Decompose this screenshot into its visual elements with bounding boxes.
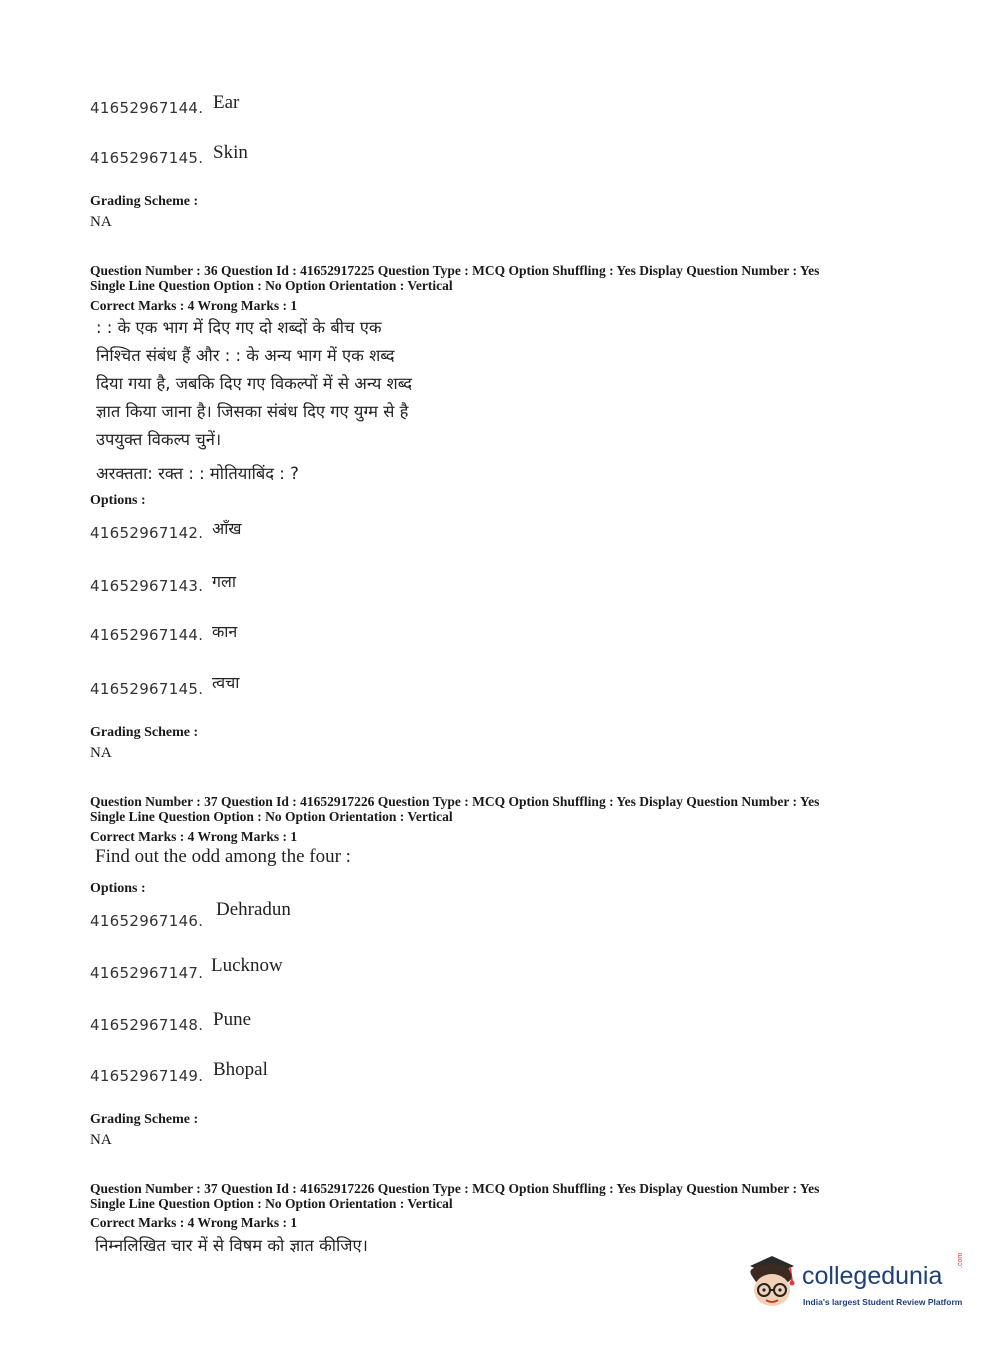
grading-value: NA bbox=[90, 1132, 112, 1148]
question-meta-2: Single Line Question Option : No Option Orientation : Vertical bbox=[90, 1196, 453, 1211]
options-label: Options : bbox=[90, 493, 146, 508]
question-stem: निम्नलिखित चार में से विषम को ज्ञात कीजिए। bbox=[95, 1236, 368, 1255]
grading-label: Grading Scheme : bbox=[90, 194, 199, 209]
collegedunia-logo bbox=[742, 1250, 970, 1312]
option-id: 41652967144. bbox=[90, 626, 204, 644]
question-marks: Correct Marks : 4 Wrong Marks : 1 bbox=[90, 298, 298, 313]
mascot-icon bbox=[742, 1252, 802, 1312]
question-stem bbox=[96, 314, 412, 454]
option-text: त्वचा bbox=[212, 673, 240, 692]
stem-question: अरक्तता: रक्त : : मोतियाबिंद : ? bbox=[96, 464, 299, 483]
option-id: 41652967147. bbox=[90, 964, 204, 982]
option-text: आँख bbox=[212, 519, 242, 538]
grading-value: NA bbox=[90, 745, 112, 761]
question-marks: Correct Marks : 4 Wrong Marks : 1 bbox=[90, 1215, 298, 1230]
stem-line: ज्ञात किया जाना है। जिसका संबंध दिए गए युग्म से है bbox=[96, 402, 409, 421]
stem-line: निश्चित संबंध हैं और : : के अन्य भाग में एक शब्द bbox=[96, 346, 395, 365]
option-id: 41652967144. bbox=[90, 99, 204, 117]
option-text: Skin bbox=[213, 142, 248, 163]
stem-line: दिया गया है, जबकि दिए गए विकल्पों में से अन्य शब्द bbox=[96, 374, 413, 393]
question-meta-2: Single Line Question Option : No Option Orientation : Vertical bbox=[90, 278, 453, 293]
option-id: 41652967142. bbox=[90, 524, 204, 542]
option-text: गला bbox=[212, 572, 237, 591]
option-text: Dehradun bbox=[216, 899, 291, 920]
question-stem: Find out the odd among the four : bbox=[95, 846, 351, 867]
question-marks: Correct Marks : 4 Wrong Marks : 1 bbox=[90, 829, 298, 844]
option-id: 41652967149. bbox=[90, 1067, 204, 1085]
option-text: Lucknow bbox=[211, 955, 283, 976]
option-id: 41652967145. bbox=[90, 680, 204, 698]
stem-line: : : के एक भाग में दिए गए दो शब्दों के बीच एक bbox=[96, 318, 382, 337]
options-label: Options : bbox=[90, 881, 146, 896]
grading-label: Grading Scheme : bbox=[90, 1112, 199, 1127]
grading-label: Grading Scheme : bbox=[90, 725, 199, 740]
logo-name: collegedunia bbox=[802, 1262, 943, 1290]
grading-value: NA bbox=[90, 214, 112, 230]
option-text: Bhopal bbox=[213, 1059, 268, 1080]
logo-tagline: India's largest Student Review Platform bbox=[803, 1297, 963, 1307]
option-id: 41652967146. bbox=[90, 912, 204, 930]
question-meta: Question Number : 37 Question Id : 41652917226 Question Type : MCQ Option Shuffling : Yes Display Question Number : Yes bbox=[90, 794, 820, 809]
option-id: 41652967143. bbox=[90, 577, 204, 595]
stem-line: उपयुक्त विकल्प चुनें। bbox=[96, 430, 222, 449]
logo-suffix: .com bbox=[957, 1252, 964, 1268]
option-id: 41652967148. bbox=[90, 1016, 204, 1034]
question-meta: Question Number : 37 Question Id : 41652917226 Question Type : MCQ Option Shuffling : Yes Display Question Number : Yes bbox=[90, 1181, 820, 1196]
question-meta-2: Single Line Question Option : No Option Orientation : Vertical bbox=[90, 809, 453, 824]
option-text: Pune bbox=[213, 1009, 251, 1030]
option-text: Ear bbox=[213, 92, 240, 113]
option-text: कान bbox=[212, 622, 238, 641]
question-meta: Question Number : 36 Question Id : 41652917225 Question Type : MCQ Option Shuffling : Yes Display Question Number : Yes bbox=[90, 263, 820, 278]
option-id: 41652967145. bbox=[90, 149, 204, 167]
